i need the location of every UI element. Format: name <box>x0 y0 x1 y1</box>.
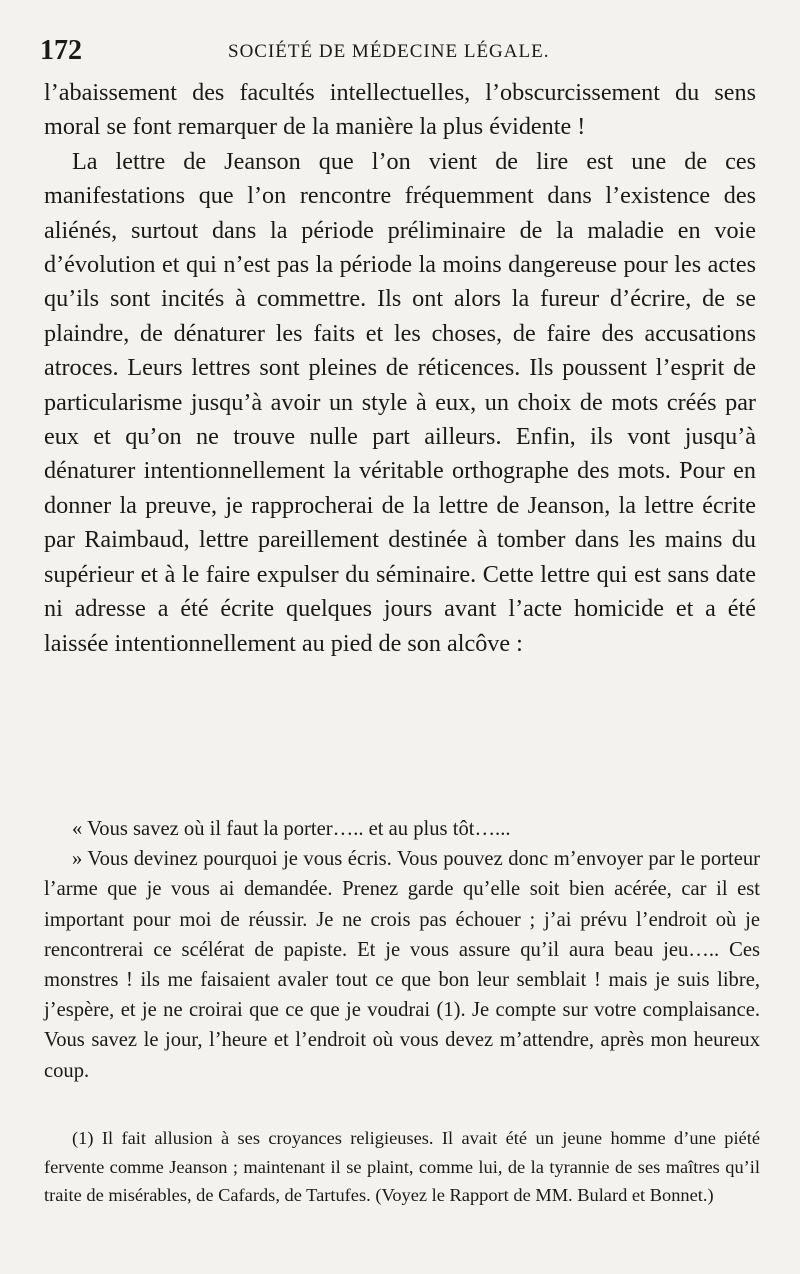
paragraph-continued: l’abaissement des facultés intellectuelles, l’obscurcissement du sens moral se font remarquer de la manière la plus évidente ! <box>44 79 756 141</box>
running-head: SOCIÉTÉ DE MÉDECINE LÉGALE. <box>228 41 550 62</box>
page-header <box>40 36 780 66</box>
footnote <box>44 1124 760 1210</box>
page-number: 172 <box>40 35 82 66</box>
paragraph: La lettre de Jeanson que l’on vient de lire est une de ces manifestations que l’on rencontre fréquemment dans l’existence des aliénés, surtout dans la période préliminaire de la maladie en voie d’évolution et qui n’est pas la période la moins dangereuse pour les actes qu’ils sont incités à commettre. Ils ont alors la fureur d’écrire, de se plaindre, de dénaturer les faits et les choses, de faire des accusations atroces. Leurs lettres sont pleines de réticences. Ils poussent l’esprit de particularisme jusqu’à avoir un style à eux, un choix de mots créés par eux et qu’on ne trouve nulle part ailleurs. Enfin, ils vont jusqu’à dénaturer intentionnellement la véritable orthographe des mots. Pour en donner la preuve, je rapprocherai de la lettre de Jeanson, la lettre écrite par Raimbaud, lettre pareillement destinée à tomber dans les mains du supérieur et à le faire expulser du séminaire. Cette lettre qui est sans date ni adresse a été écrite quelques jours avant l’acte homicide et a été laissée intentionnellement au pied de son alcôve : <box>44 147 756 657</box>
footnote-text: (1) Il fait allusion à ses croyances religieuses. Il avait été un jeune homme d’une piété fervente comme Jeanson ; maintenant il se plaint, comme lui, de la tyrannie de ses maîtres qu’il traite de misérables, de Cafards, de Tartufes. (Voyez le Rapport de MM. Bulard et Bonnet.) <box>44 1128 760 1206</box>
quoted-letter <box>44 814 760 1086</box>
quote-line: « Vous savez où il faut la porter….. et au plus tôt…... <box>72 818 511 840</box>
main-text <box>44 76 756 661</box>
quote-paragraph: » Vous devinez pourquoi je vous écris. Vous pouvez donc m’envoyer par le porteur l’arme que je vous ai demandée. Prenez garde qu’elle soit bien acérée, car il est important pour moi de réussir. Je ne crois pas échouer ; j’ai prévu l’endroit où je rencontrerai ce scélérat de papiste. Et je vous assure qu’il aura beau jeu….. Ces monstres ! ils me faisaient avaler tout ce que bon leur semblait ! mais je suis libre, j’espère, et je ne croirai que ce que je voudrai (1). Je compte sur votre complaisance. Vous savez le jour, l’heure et l’endroit où vous devez m’attendre, après mon heureux coup. <box>44 848 760 1082</box>
